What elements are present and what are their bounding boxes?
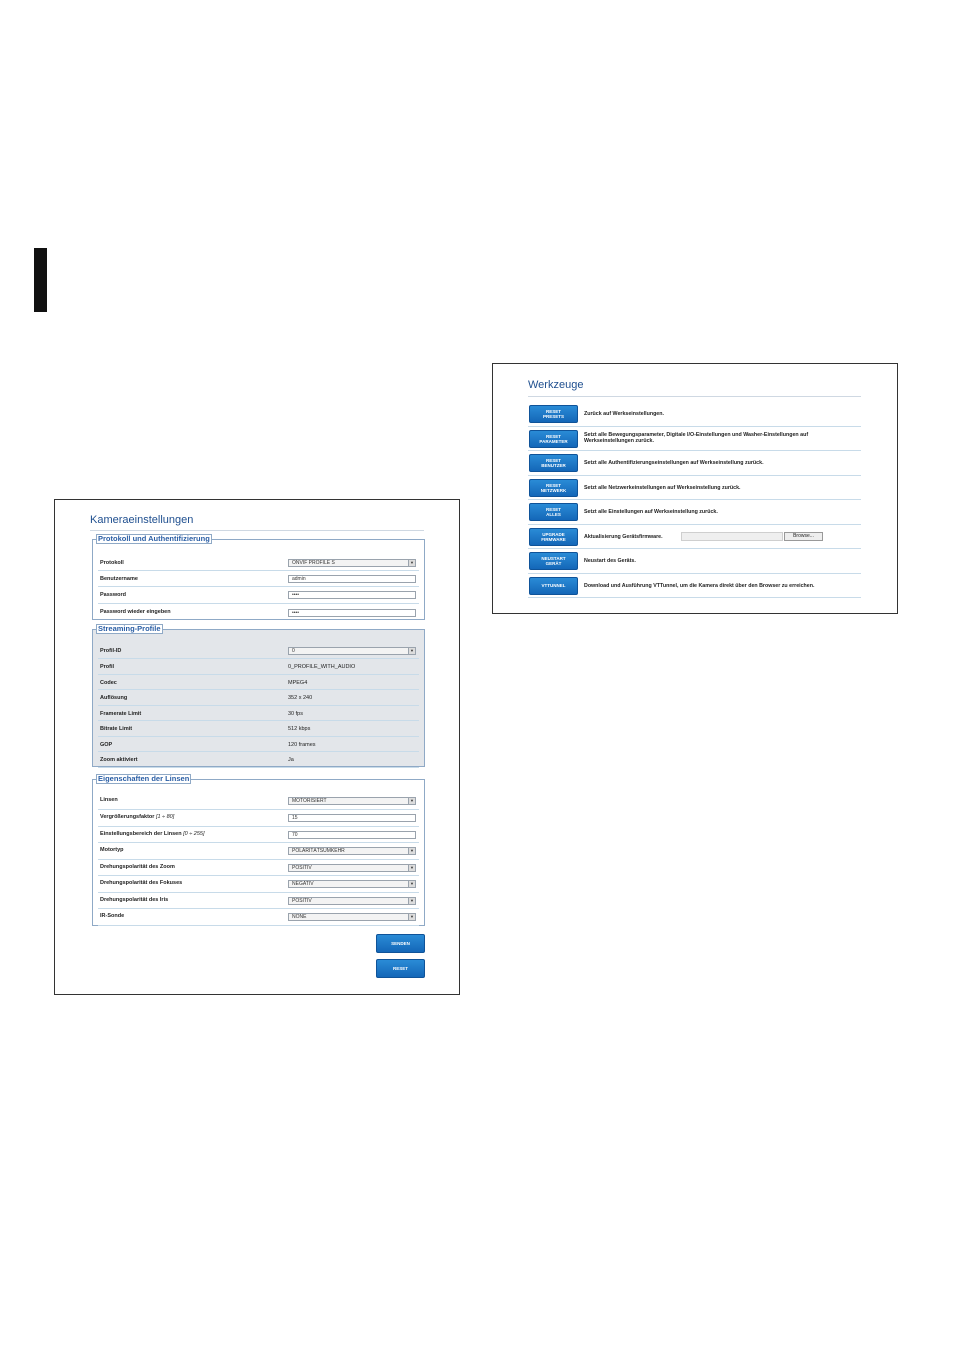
magnification-label: Vergrößerungsfaktor [1 ÷ 80] [100,814,175,820]
tool-row-reset-parameter [528,427,861,452]
reset-network-description: Setzt alle Netzwerkeinstellungen auf Werkseinstellung zurück. [584,484,741,491]
reset-user-description: Setzt alle Authentifizierungseinstellungen auf Werkseinstellung zurück. [584,460,764,466]
focus-polarity-row [98,876,419,893]
profile-id-row [98,643,419,659]
upgrade-firmware-button[interactable]: UPGRADE FIRMWARE [529,528,578,546]
iris-polarity-row [98,893,419,910]
lens-properties-group [92,774,425,926]
focus-polarity-select[interactable] [288,880,416,888]
chevron-down-icon: ▼ [408,798,415,804]
setting-range-range: [0 ÷ 255] [183,830,205,837]
password-repeat-input[interactable]: •••• [288,609,416,617]
gop-label: GOP [100,741,113,748]
focus-polarity-label: Drehungspolarität des Fokuses [100,880,183,886]
motor-type-label: Motortyp [100,847,124,853]
reset-presets-description: Zurück auf Werkseinstellungen. [584,411,664,417]
zoom-enabled-label: Zoom aktiviert [100,757,138,763]
motor-type-select[interactable] [288,847,416,855]
iris-polarity-select[interactable] [288,897,416,905]
list-item [98,752,419,768]
magnification-input[interactable]: 15 [288,814,416,822]
lens-label: Linsen [100,797,118,803]
lens-select[interactable] [288,797,416,805]
vttunnel-button[interactable]: VTTUNNEL [529,577,578,595]
profile-label: Profil [100,664,115,670]
reset-network-button[interactable]: RESET NETZWERK [529,479,578,497]
protocol-select-value: ONVIF PROFILE S [292,560,335,566]
chapter-marker-bar [34,248,47,312]
password-label: Password [100,592,126,598]
streaming-profile-legend: Streaming-Profile [98,624,161,633]
ir-probe-select-value: NONE [292,914,307,920]
tools-title: Werkzeuge [528,379,584,391]
list-item [98,675,419,691]
tool-row-reset-network [528,476,861,501]
tool-row-reset-user [528,451,861,476]
firmware-file-input[interactable] [681,532,783,541]
protocol-auth-legend: Protokoll und Authentifizierung [98,534,210,543]
ir-probe-select[interactable] [288,913,416,921]
lens-properties-legend: Eigenschaften der Linsen [98,774,190,783]
tools-panel [492,363,898,614]
chevron-down-icon: ▼ [408,560,415,566]
tool-row-reset-all [528,500,861,525]
title-divider [528,396,861,397]
list-item [98,721,419,737]
lens-row [98,793,419,810]
framerate-label: Framerate Limit [100,710,142,717]
ir-probe-row [98,909,419,926]
list-item [98,737,419,753]
codec-value: MPEG4 [288,679,308,686]
profile-id-label: Profil-ID [100,648,122,654]
focus-polarity-select-value: NEGATIV [292,881,314,887]
tool-row-upgrade-firmware [528,525,861,550]
reset-all-description: Setzt alle Einstellungen auf Werkseinstellung zurück. [584,509,718,515]
magnification-range: [1 ÷ 80] [155,814,175,820]
protocol-label: Protokoll [100,560,124,566]
password-row [98,587,419,604]
profile-value: 0_PROFILE_WITH_AUDIO [288,664,356,670]
camera-settings-panel [54,499,460,995]
codec-label: Codec [100,679,117,686]
ir-probe-label: IR-Sonde [100,913,125,919]
protocol-row [98,554,419,571]
motor-type-row [98,843,419,860]
list-item [98,706,419,722]
reset-all-button[interactable]: RESET ALLES [529,503,578,521]
protocol-select[interactable] [288,559,416,567]
resolution-value: 352 x 240 [288,695,313,701]
bitrate-label: Bitrate Limit [100,726,133,732]
gop-value: 120 frames [288,741,316,748]
iris-polarity-label: Drehungspolarität des Iris [100,896,169,903]
zoom-polarity-row [98,860,419,877]
chevron-down-icon: ▼ [408,881,415,887]
profile-id-select[interactable] [288,647,416,655]
protocol-auth-group [92,534,425,620]
upgrade-firmware-description: Aktualisierung Gerätsfirmware. [584,533,663,540]
username-row [98,571,419,587]
reset-button[interactable]: RESET [376,959,425,978]
reset-presets-button[interactable]: RESET PRESETS [529,405,578,423]
chevron-down-icon: ▼ [408,848,415,854]
title-divider [90,530,424,531]
username-label: Benutzername [100,576,138,582]
reset-parameter-description: Setzt alle Bewegungsparameter, Digitale I/O-Einstellungen und Washer-Einstellungen auf Werkseinstellungen zurück. [584,431,809,444]
setting-range-row [98,827,419,844]
iris-polarity-select-value: POSITIV [292,897,312,904]
tool-row-vttunnel [528,574,861,599]
restart-device-button[interactable]: NEUSTART GERÄT [529,552,578,570]
motor-type-select-value: POLARITÄTSUMKEHR [292,848,345,854]
chevron-down-icon: ▼ [408,914,415,920]
streaming-profile-group [92,624,425,767]
profile-id-select-value: 0 [292,648,295,654]
setting-range-label: Einstellungsbereich der Linsen [0 ÷ 255] [100,830,205,837]
chevron-down-icon: ▼ [408,898,415,904]
bitrate-value: 512 kbps [288,726,311,732]
camera-settings-title: Kameraeinstellungen [90,514,194,526]
zoom-polarity-select-value: POSITIV [292,864,312,871]
tool-row-restart-device [528,549,861,574]
password-repeat-label: Password wieder eingeben [100,609,171,615]
list-item [98,690,419,706]
framerate-value: 30 fps [288,710,303,717]
tool-row-reset-presets [528,402,861,427]
chevron-down-icon: ▼ [408,865,415,871]
password-repeat-row [98,604,419,621]
list-item [98,659,419,675]
lens-select-value: MOTORISIERT [292,798,327,804]
reset-parameter-button[interactable]: RESET PARAMETER [529,430,578,448]
zoom-polarity-label: Drehungspolarität des Zoom [100,863,175,870]
password-input[interactable]: •••• [288,591,416,599]
send-button[interactable]: SENDEN [376,934,425,953]
restart-device-description: Neustart des Geräts. [584,558,636,564]
zoom-enabled-value: Ja [288,757,294,763]
vttunnel-description: Download und Ausführung VTTunnel, um die Kamera direkt über den Browser zu erreichen. [584,582,815,589]
reset-user-button[interactable]: RESET BENUTZER [529,454,578,472]
browse-button[interactable]: Browse... [784,532,823,541]
chevron-down-icon: ▼ [408,648,415,654]
magnification-row [98,810,419,827]
zoom-polarity-select[interactable] [288,864,416,872]
setting-range-input[interactable]: 70 [288,831,416,839]
username-input[interactable]: admin [288,575,416,583]
resolution-label: Auflösung [100,695,128,701]
